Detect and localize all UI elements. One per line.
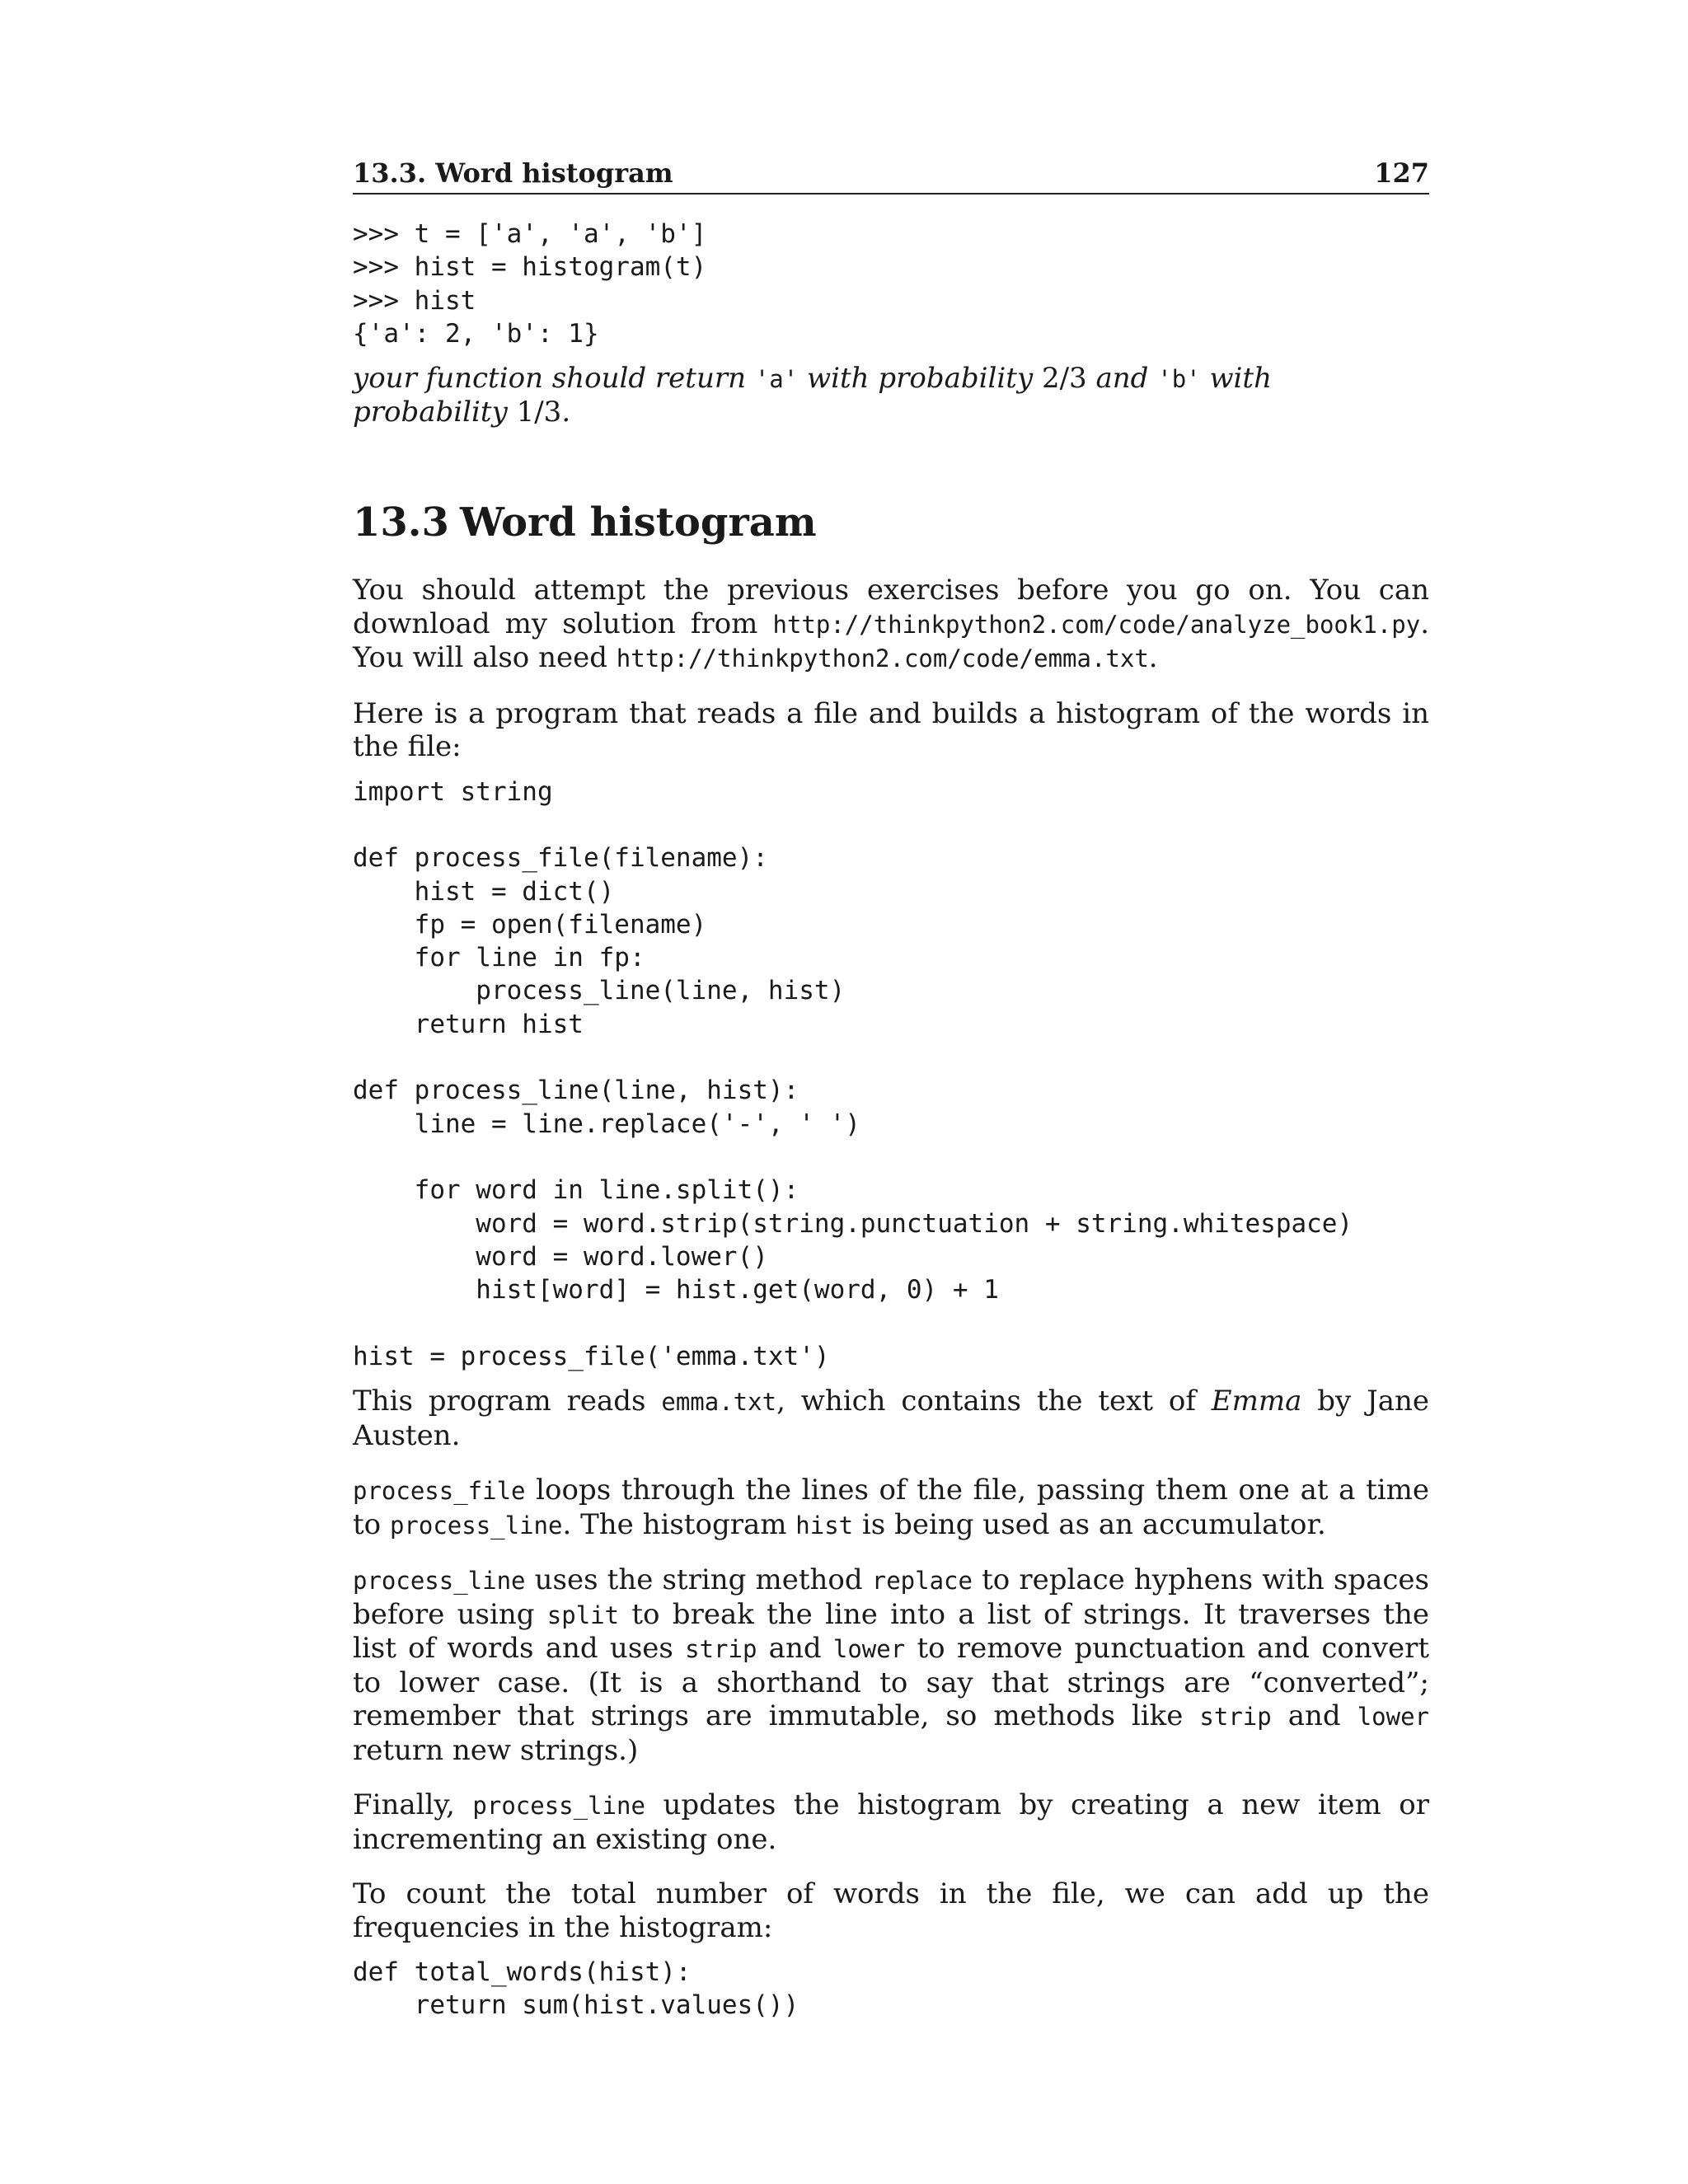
running-header xyxy=(353,157,1429,194)
paragraph-download-solution: You should attempt the previous exercises before you go on. You can download my solution from http://thinkpython2.com/code/analyze_book1.py. You will also need http://thinkpython2.com/code/emma.txt. xyxy=(353,574,1429,675)
paragraph-finally: Finally, process_line updates the histogram by creating a new item or incrementing an existing one. xyxy=(353,1788,1429,1856)
section-heading xyxy=(353,498,1429,547)
book-page xyxy=(353,157,1429,2022)
url-analyze-book1: http://thinkpython2.com/code/analyze_book1.py xyxy=(772,610,1421,639)
paragraph-count-total: To count the total number of words in the file, we can add up the frequencies in the histogram: xyxy=(353,1877,1429,1944)
code-block-histogram-example: >>> t = ['a', 'a', 'b'] >>> hist = histogram(t) >>> hist {'a': 2, 'b': 1} xyxy=(353,219,707,349)
url-emma-txt: http://thinkpython2.com/code/emma.txt xyxy=(616,644,1149,673)
section-title: Word histogram xyxy=(460,499,817,546)
paragraph-program-intro: Here is a program that reads a file and builds a histogram of the words in the file: xyxy=(353,696,1429,764)
exercise-tail-text: your function should return 'a' with probability 2/3 and 'b' with probability 1/3. xyxy=(353,362,1272,429)
code-block-process-file: import string def process_file(filename): hist = dict() fp = open(filename) for line in fp: process_line(line, hist) return hist def process_line(line, hist): line = line.replace('-', ' ') for word in line.split(): word = word.strip(string.punctuation + string.whitespace) word = word.lower() hist[word] = hist.get(word, 0) + 1 hist = process_file('emma.txt') xyxy=(353,776,1353,1371)
section-number: 13.3 xyxy=(353,499,449,546)
header-section-title: 13.3. Word histogram xyxy=(353,157,673,189)
paragraph-process-file: process_file loops through the lines of the file, passing them one at a time to process_line. The histogram hist is being used as an accumulator. xyxy=(353,1474,1429,1541)
code-block-total-words: def total_words(hist): return sum(hist.values()) xyxy=(353,1957,799,2021)
paragraph-emma: This program reads emma.txt, which contains the text of Emma by Jane Austen. xyxy=(353,1385,1429,1452)
paragraph-process-line: process_line uses the string method replace to replace hyphens with spaces before using split to break the line into a list of strings. It traverses the list of words and uses strip and lower to remove punctuation and convert to lower case. (It is a shorthand to say that strings are “converted”; remember that strings are immutable, so methods like strip and lower return new strings.) xyxy=(353,1563,1429,1767)
header-page-number: 127 xyxy=(1374,157,1429,189)
